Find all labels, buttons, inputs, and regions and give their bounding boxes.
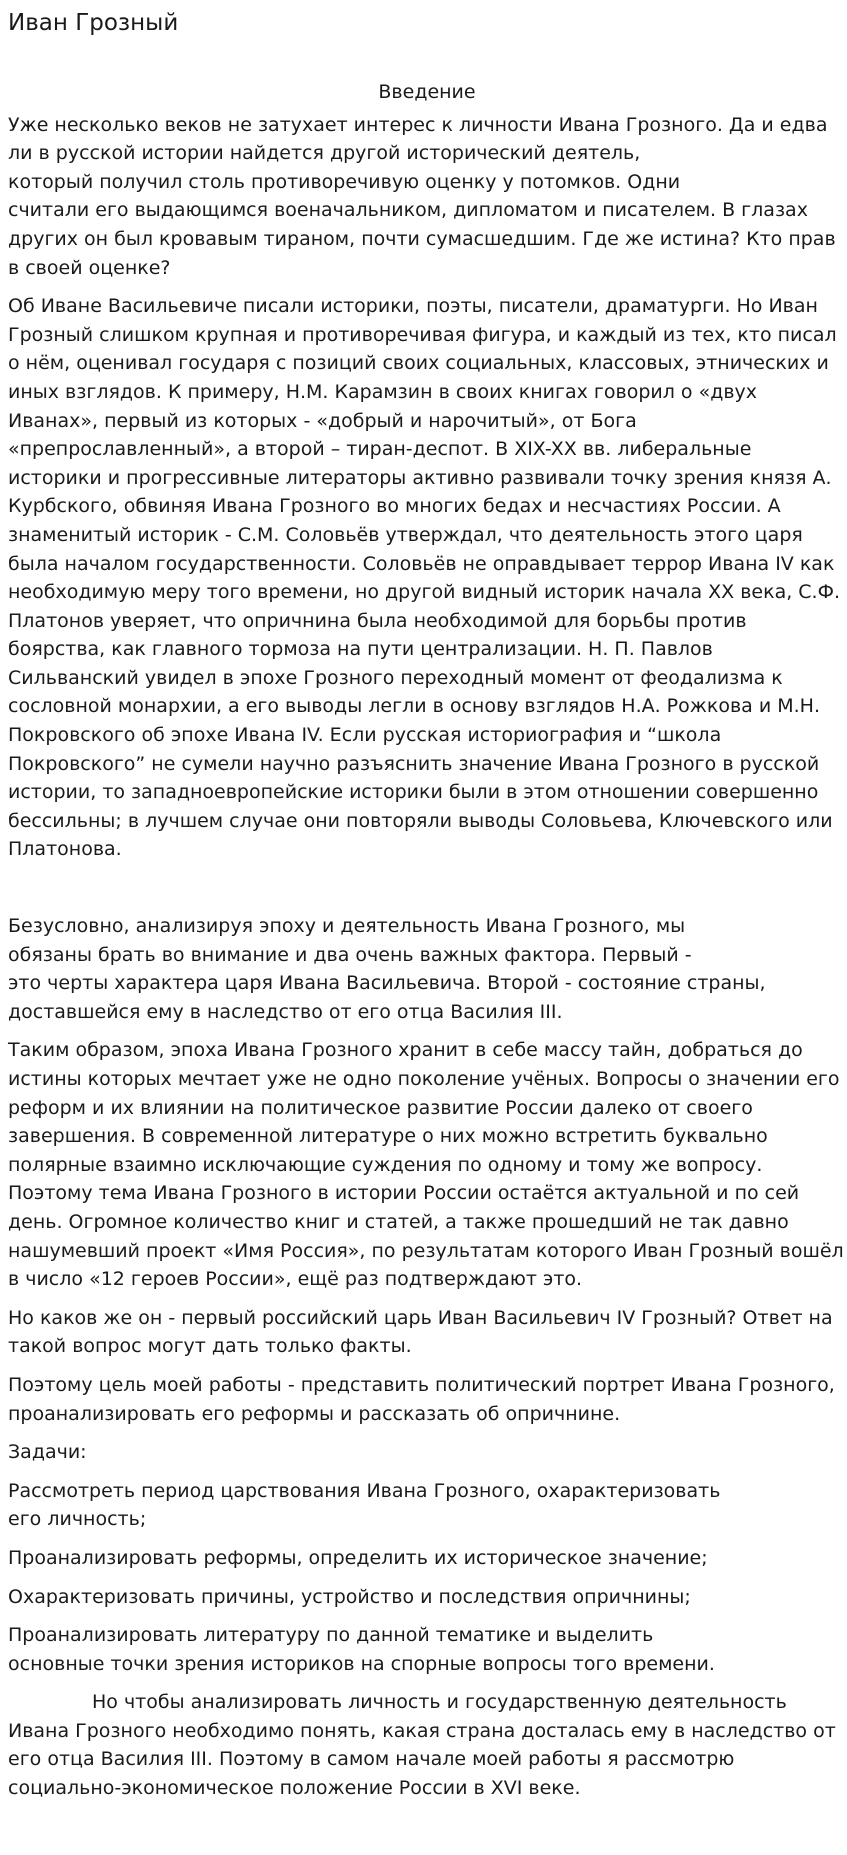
- paragraph-goal: Поэтому цель моей работы - представить политический портрет Ивана Грозного, проанализировать его реформы и рассказать об опричнине.: [8, 1373, 835, 1425]
- paragraph-factors: Безусловно, анализируя эпоху и деятельность Ивана Грозного, мы обязаны брать во внимание и два очень важных фактора. Первый - это черты характера царя Ивана Васильевича. Второй - состояние страны, доставшейся ему в наследство от его отца Василия III.: [8, 915, 766, 1023]
- paragraph-question: Но каков же он - первый российский царь Иван Васильевич IV Грозный? Ответ на такой вопрос могут дать только факты.: [8, 1306, 833, 1358]
- document-page: [8, 8, 846, 1813]
- task-item: Рассмотреть период царствования Ивана Грозного, охарактеризовать его личность;: [8, 1479, 721, 1531]
- document-title: Иван Грозный: [8, 10, 179, 36]
- task-item: Проанализировать литературу по данной тематике и выделить основные точки зрения историков на спорные вопросы того времени.: [8, 1624, 715, 1675]
- paragraph-relevance: Таким образом, эпоха Ивана Грозного хранит в себе массу тайн, добраться до истины которых мечтает уже не одно поколение учёных. Вопросы о значении его реформ и их влиянии на политическое развитие России далеко от своего завершения. В современной литературе о них можно встретить буквально полярные взаимно исключающие суждения по одному и тому же вопросу. Поэтому тема Ивана Грозного в истории России остаётся актуальной и по сей день. Огромное количество книг и статей, а также прошедший не так давно нашумевший проект «Имя Россия», по результатам которого Иван Грозный вошёл в число «12 героев России», ещё раз подтверждают это.: [8, 1039, 844, 1291]
- task-item: Проанализировать реформы, определить их историческое значение;: [8, 1546, 708, 1569]
- blank-line: [8, 874, 846, 912]
- section-heading: Введение: [378, 81, 476, 103]
- tasks-label: Задачи:: [8, 1441, 87, 1464]
- paragraph-intro: Уже несколько веков не затухает интерес к личности Ивана Грозного. Да и едва ли в русской истории найдется другой исторический деятель, который получил столь противоречивую оценку у потомков. Одни считали его выдающимся военачальником, дипломатом и писателем. В глазах других он был кровавым тираном, почти сумасшедшим. Где же истина? Кто прав в своей оценке?: [8, 113, 836, 279]
- task-item: Охарактеризовать причины, устройство и последствия опричнины;: [8, 1585, 691, 1608]
- paragraph-historians: Об Иване Васильевиче писали историки, поэты, писатели, драматурги. Но Иван Грозный слишком крупная и противоречивая фигура, и каждый из тех, кто писал о нём, оценивал государя с позиций своих социальных, классовых, этнических и иных взглядов. К примеру, Н.М. Карамзин в своих книгах говорил о «двух Иванах», первый из которых - «добрый и нарочитый», от Бога «препрославленный», а второй – тиран-деспот. В XIX-XX вв. либеральные историки и прогрессивные литераторы активно развивали точку зрения князя А. Курбского, обвиняя Ивана Грозного во многих бедах и несчастиях России. А знаменитый историк - С.М. Соловьёв утверждал, что деятельность этого царя была началом государственности. Соловьёв не оправдывает террор Ивана IV как необходимую меру того времени, но другой видный историк начала XX века, С.Ф. Платонов уверяет, что опричнина была необходимой для борьбы против боярства, как главного тормоза на пути централизации. Н. П. Павлов Сильванский увидел в эпохе Грозного переходный момент от феодализма к сословной монархии, а его выводы легли в основу взглядов Н.А. Рожкова и М.Н. Покровского об эпохе Ивана IV. Если русская историография и “школа Покровского” не сумели научно разъяснить значение Ивана Грозного в русской истории, то западноевропейские историки были в этом отношении совершенно бессильны; в лучшем случае они повторяли выводы Соловьева, Ключевского или Платонова.: [8, 295, 840, 861]
- paragraph-conclusion: Но чтобы анализировать личность и государственную деятельность Ивана Грозного необходимо понять, какая страна досталась ему в наследство от его отца Василия III. Поэтому в самом начале моей работы я рассмотрю социально-экономическое положение России в XVI веке.: [8, 1691, 836, 1800]
